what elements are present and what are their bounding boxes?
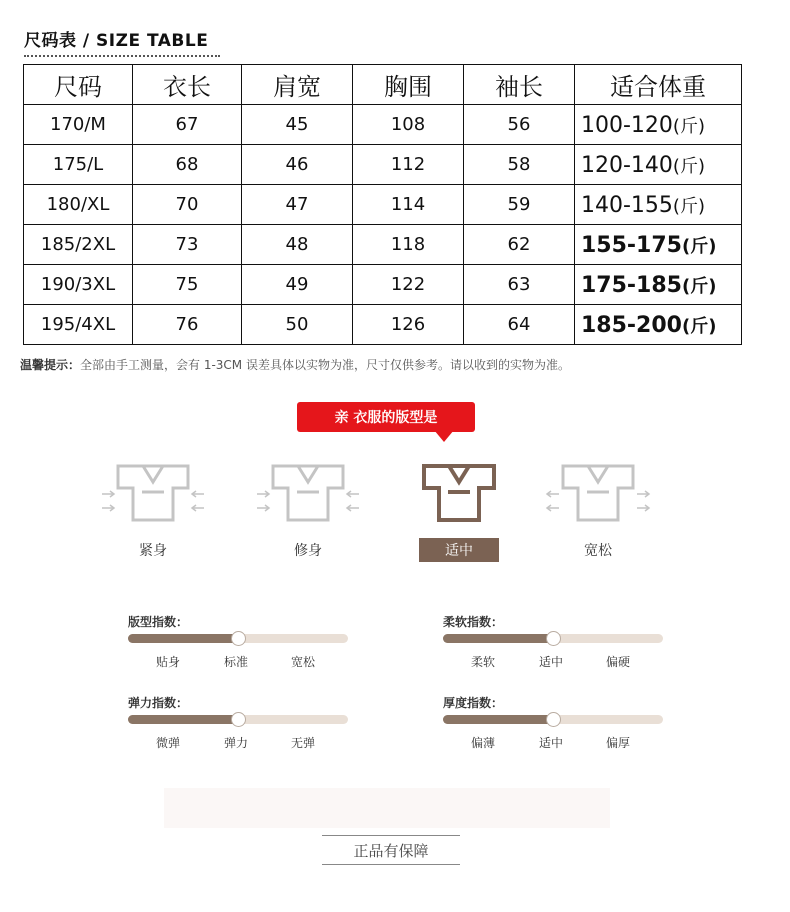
weight-range: 185-200	[581, 312, 682, 338]
cell-sleeve: 56	[464, 105, 575, 145]
index-slider-fill	[443, 715, 553, 724]
index-tick-label: 适中	[539, 655, 564, 669]
cell-weight	[575, 105, 742, 145]
index-slider-track	[128, 634, 348, 643]
index-slider-track	[128, 715, 348, 724]
table-row	[24, 105, 742, 145]
index-tick-label: 标准	[224, 655, 249, 669]
measurement-note	[20, 356, 570, 373]
weight-unit: (斤)	[672, 115, 705, 137]
index-tick-label: 偏厚	[606, 736, 631, 750]
index-tick-label: 贴身	[156, 655, 181, 669]
index-tick-label: 适中	[539, 736, 564, 750]
shirt-icon	[253, 460, 363, 526]
cell-shoulder: 49	[242, 265, 353, 305]
cell-length: 75	[133, 265, 242, 305]
weight-unit: (斤)	[681, 235, 717, 257]
fit-banner: 亲 衣服的版型是	[297, 402, 475, 432]
cell-sleeve: 58	[464, 145, 575, 185]
size-table	[23, 64, 742, 345]
fit-type-1	[98, 460, 208, 526]
cell-weight	[575, 265, 742, 305]
index-slider-track	[443, 715, 663, 724]
cell-sleeve: 59	[464, 185, 575, 225]
faint-strip	[164, 788, 610, 828]
index-tick-label: 微弹	[156, 736, 181, 750]
cell-chest: 114	[353, 185, 464, 225]
cell-size: 175/L	[24, 145, 133, 185]
shirt-icon	[404, 460, 514, 526]
cell-size: 190/3XL	[24, 265, 133, 305]
table-row	[24, 185, 742, 225]
guarantee-label: 正品有保障	[322, 835, 460, 865]
cell-chest: 108	[353, 105, 464, 145]
header-length: 衣长	[133, 65, 242, 105]
fit-label: 适中	[419, 538, 499, 562]
cell-chest: 118	[353, 225, 464, 265]
header-shoulder: 肩宽	[242, 65, 353, 105]
fit-type-4	[543, 460, 653, 526]
note-text: 全部由手工测量，会有 1-3CM 误差具体以实物为准，尺寸仅供参考。请以收到的实物为准。	[80, 358, 570, 372]
cell-shoulder: 48	[242, 225, 353, 265]
index-slider-knob	[546, 631, 561, 646]
page-title: 尺码表 / SIZE TABLE	[24, 31, 209, 51]
header-sleeve: 袖长	[464, 65, 575, 105]
table-row	[24, 145, 742, 185]
index-slider-fill	[128, 715, 238, 724]
index-title: 厚度指数：	[443, 696, 504, 710]
cell-chest: 122	[353, 265, 464, 305]
fit-banner-pointer	[434, 430, 454, 442]
weight-range: 175-185	[581, 272, 682, 298]
cell-sleeve: 64	[464, 305, 575, 345]
cell-weight	[575, 145, 742, 185]
index-slider-fill	[443, 634, 553, 643]
weight-range: 100-120	[581, 112, 673, 138]
cell-shoulder: 47	[242, 185, 353, 225]
weight-range: 155-175	[581, 232, 682, 258]
cell-shoulder: 46	[242, 145, 353, 185]
cell-length: 68	[133, 145, 242, 185]
table-header-row	[24, 65, 742, 105]
index-tick-label: 偏硬	[606, 655, 631, 669]
fit-label: 修身	[294, 543, 322, 559]
note-label: 温馨提示：	[20, 358, 81, 372]
fit-type-3	[404, 460, 514, 526]
cell-length: 67	[133, 105, 242, 145]
header-size: 尺码	[24, 65, 133, 105]
index-tick-label: 弹力	[224, 736, 249, 750]
cell-chest: 126	[353, 305, 464, 345]
cell-size: 195/4XL	[24, 305, 133, 345]
index-tick-label: 偏薄	[471, 736, 496, 750]
weight-range: 140-155	[581, 192, 673, 218]
index-slider-fill	[128, 634, 238, 643]
cell-weight	[575, 305, 742, 345]
weight-unit: (斤)	[681, 315, 717, 337]
table-row	[24, 265, 742, 305]
header-chest: 胸围	[353, 65, 464, 105]
cell-weight	[575, 225, 742, 265]
table-row	[24, 305, 742, 345]
cell-chest: 112	[353, 145, 464, 185]
title-divider	[24, 55, 220, 57]
index-title: 版型指数：	[128, 615, 189, 629]
fit-label: 紧身	[139, 543, 167, 559]
header-weight: 适合体重	[575, 65, 742, 105]
cell-shoulder: 50	[242, 305, 353, 345]
weight-unit: (斤)	[672, 155, 705, 177]
index-slider-knob	[231, 631, 246, 646]
cell-size: 180/XL	[24, 185, 133, 225]
cell-sleeve: 62	[464, 225, 575, 265]
cell-length: 70	[133, 185, 242, 225]
index-title: 弹力指数：	[128, 696, 189, 710]
cell-size: 170/M	[24, 105, 133, 145]
index-slider-knob	[546, 712, 561, 727]
cell-shoulder: 45	[242, 105, 353, 145]
cell-size: 185/2XL	[24, 225, 133, 265]
cell-weight	[575, 185, 742, 225]
index-tick-label: 无弹	[291, 736, 316, 750]
weight-unit: (斤)	[672, 195, 705, 217]
shirt-icon	[98, 460, 208, 526]
weight-unit: (斤)	[681, 275, 717, 297]
index-tick-label: 宽松	[291, 655, 316, 669]
weight-range: 120-140	[581, 152, 673, 178]
index-slider-knob	[231, 712, 246, 727]
fit-type-2	[253, 460, 363, 526]
cell-length: 73	[133, 225, 242, 265]
index-tick-label: 柔软	[471, 655, 496, 669]
index-title: 柔软指数：	[443, 615, 504, 629]
cell-length: 76	[133, 305, 242, 345]
fit-label: 宽松	[584, 543, 612, 559]
index-slider-track	[443, 634, 663, 643]
shirt-icon	[543, 460, 653, 526]
table-row	[24, 225, 742, 265]
cell-sleeve: 63	[464, 265, 575, 305]
